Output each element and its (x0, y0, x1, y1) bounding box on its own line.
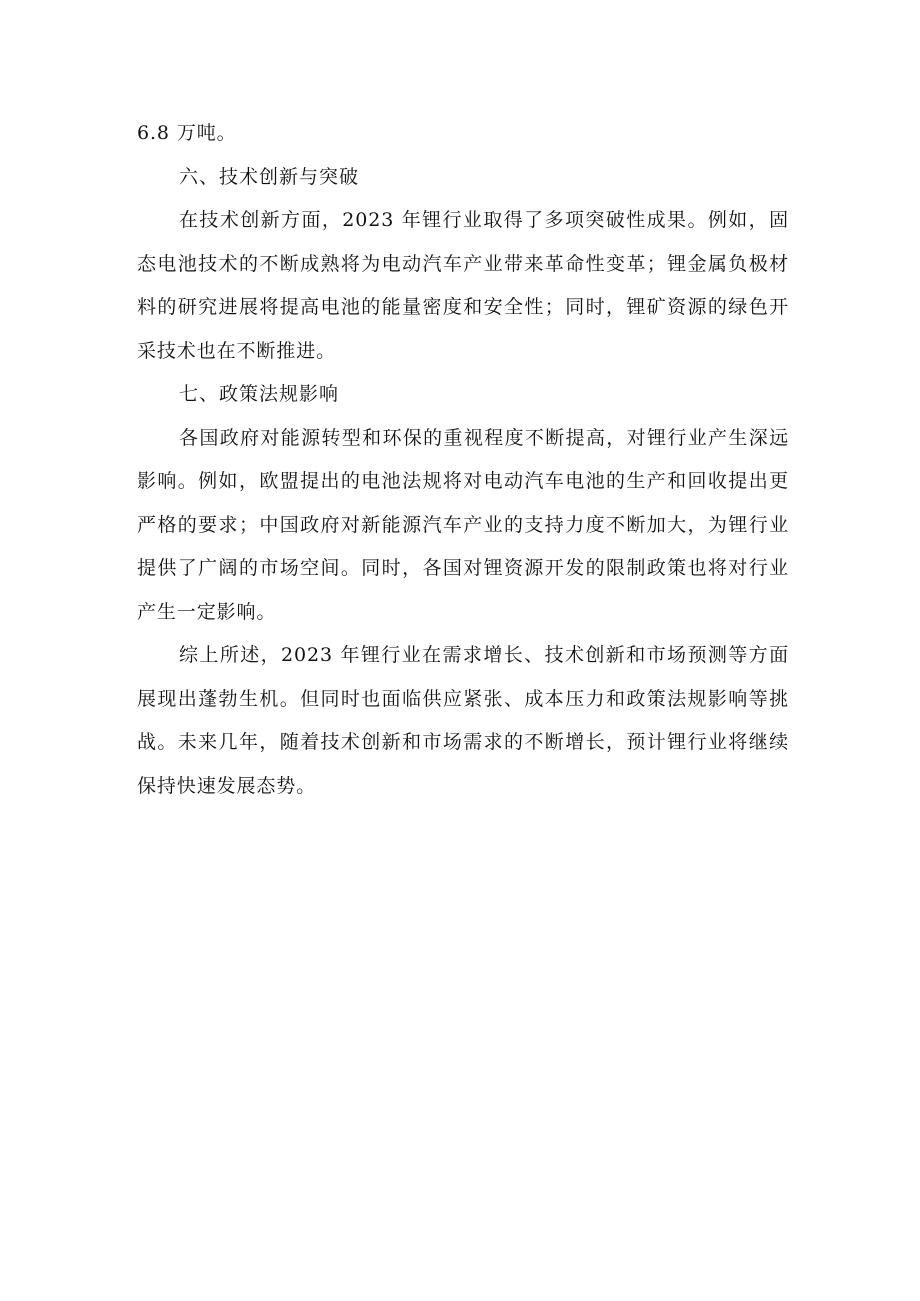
section-paragraph-policy: 各国政府对能源转型和环保的重视程度不断提高，对锂行业产生深远影响。例如，欧盟提出的电池法规将对电动汽车电池的生产和回收提出更严格的要求；中国政府对新能源汽车产业的支持力度不断加大，为锂行业提供了广阔的市场空间。同时，各国对锂资源开发的限制政策也将对行业产生一定影响。 (137, 426, 789, 623)
conclusion-paragraph: 综上所述，2023 年锂行业在需求增长、技术创新和市场预测等方面展现出蓬勃生机。但同时也面临供应紧张、成本压力和政策法规影响等挑战。未来几年，随着技术创新和市场需求的不断增长，预计锂行业将继续保持快速发展态势。 (137, 644, 789, 797)
section-paragraph-tech-innovation: 在技术创新方面，2023 年锂行业取得了多项突破性成果。例如，固态电池技术的不断成熟将为电动汽车产业带来革命性变革；锂金属负极材料的研究进展将提高电池的能量密度和安全性；同时，锂矿资源的绿色开采技术也在不断推进。 (137, 209, 789, 362)
document-body (137, 112, 789, 808)
continued-paragraph: 6.8 万吨。 (137, 122, 237, 144)
section-heading-policy: 七、政策法规影响 (179, 383, 340, 405)
section-heading-tech-innovation: 六、技术创新与突破 (179, 165, 360, 188)
